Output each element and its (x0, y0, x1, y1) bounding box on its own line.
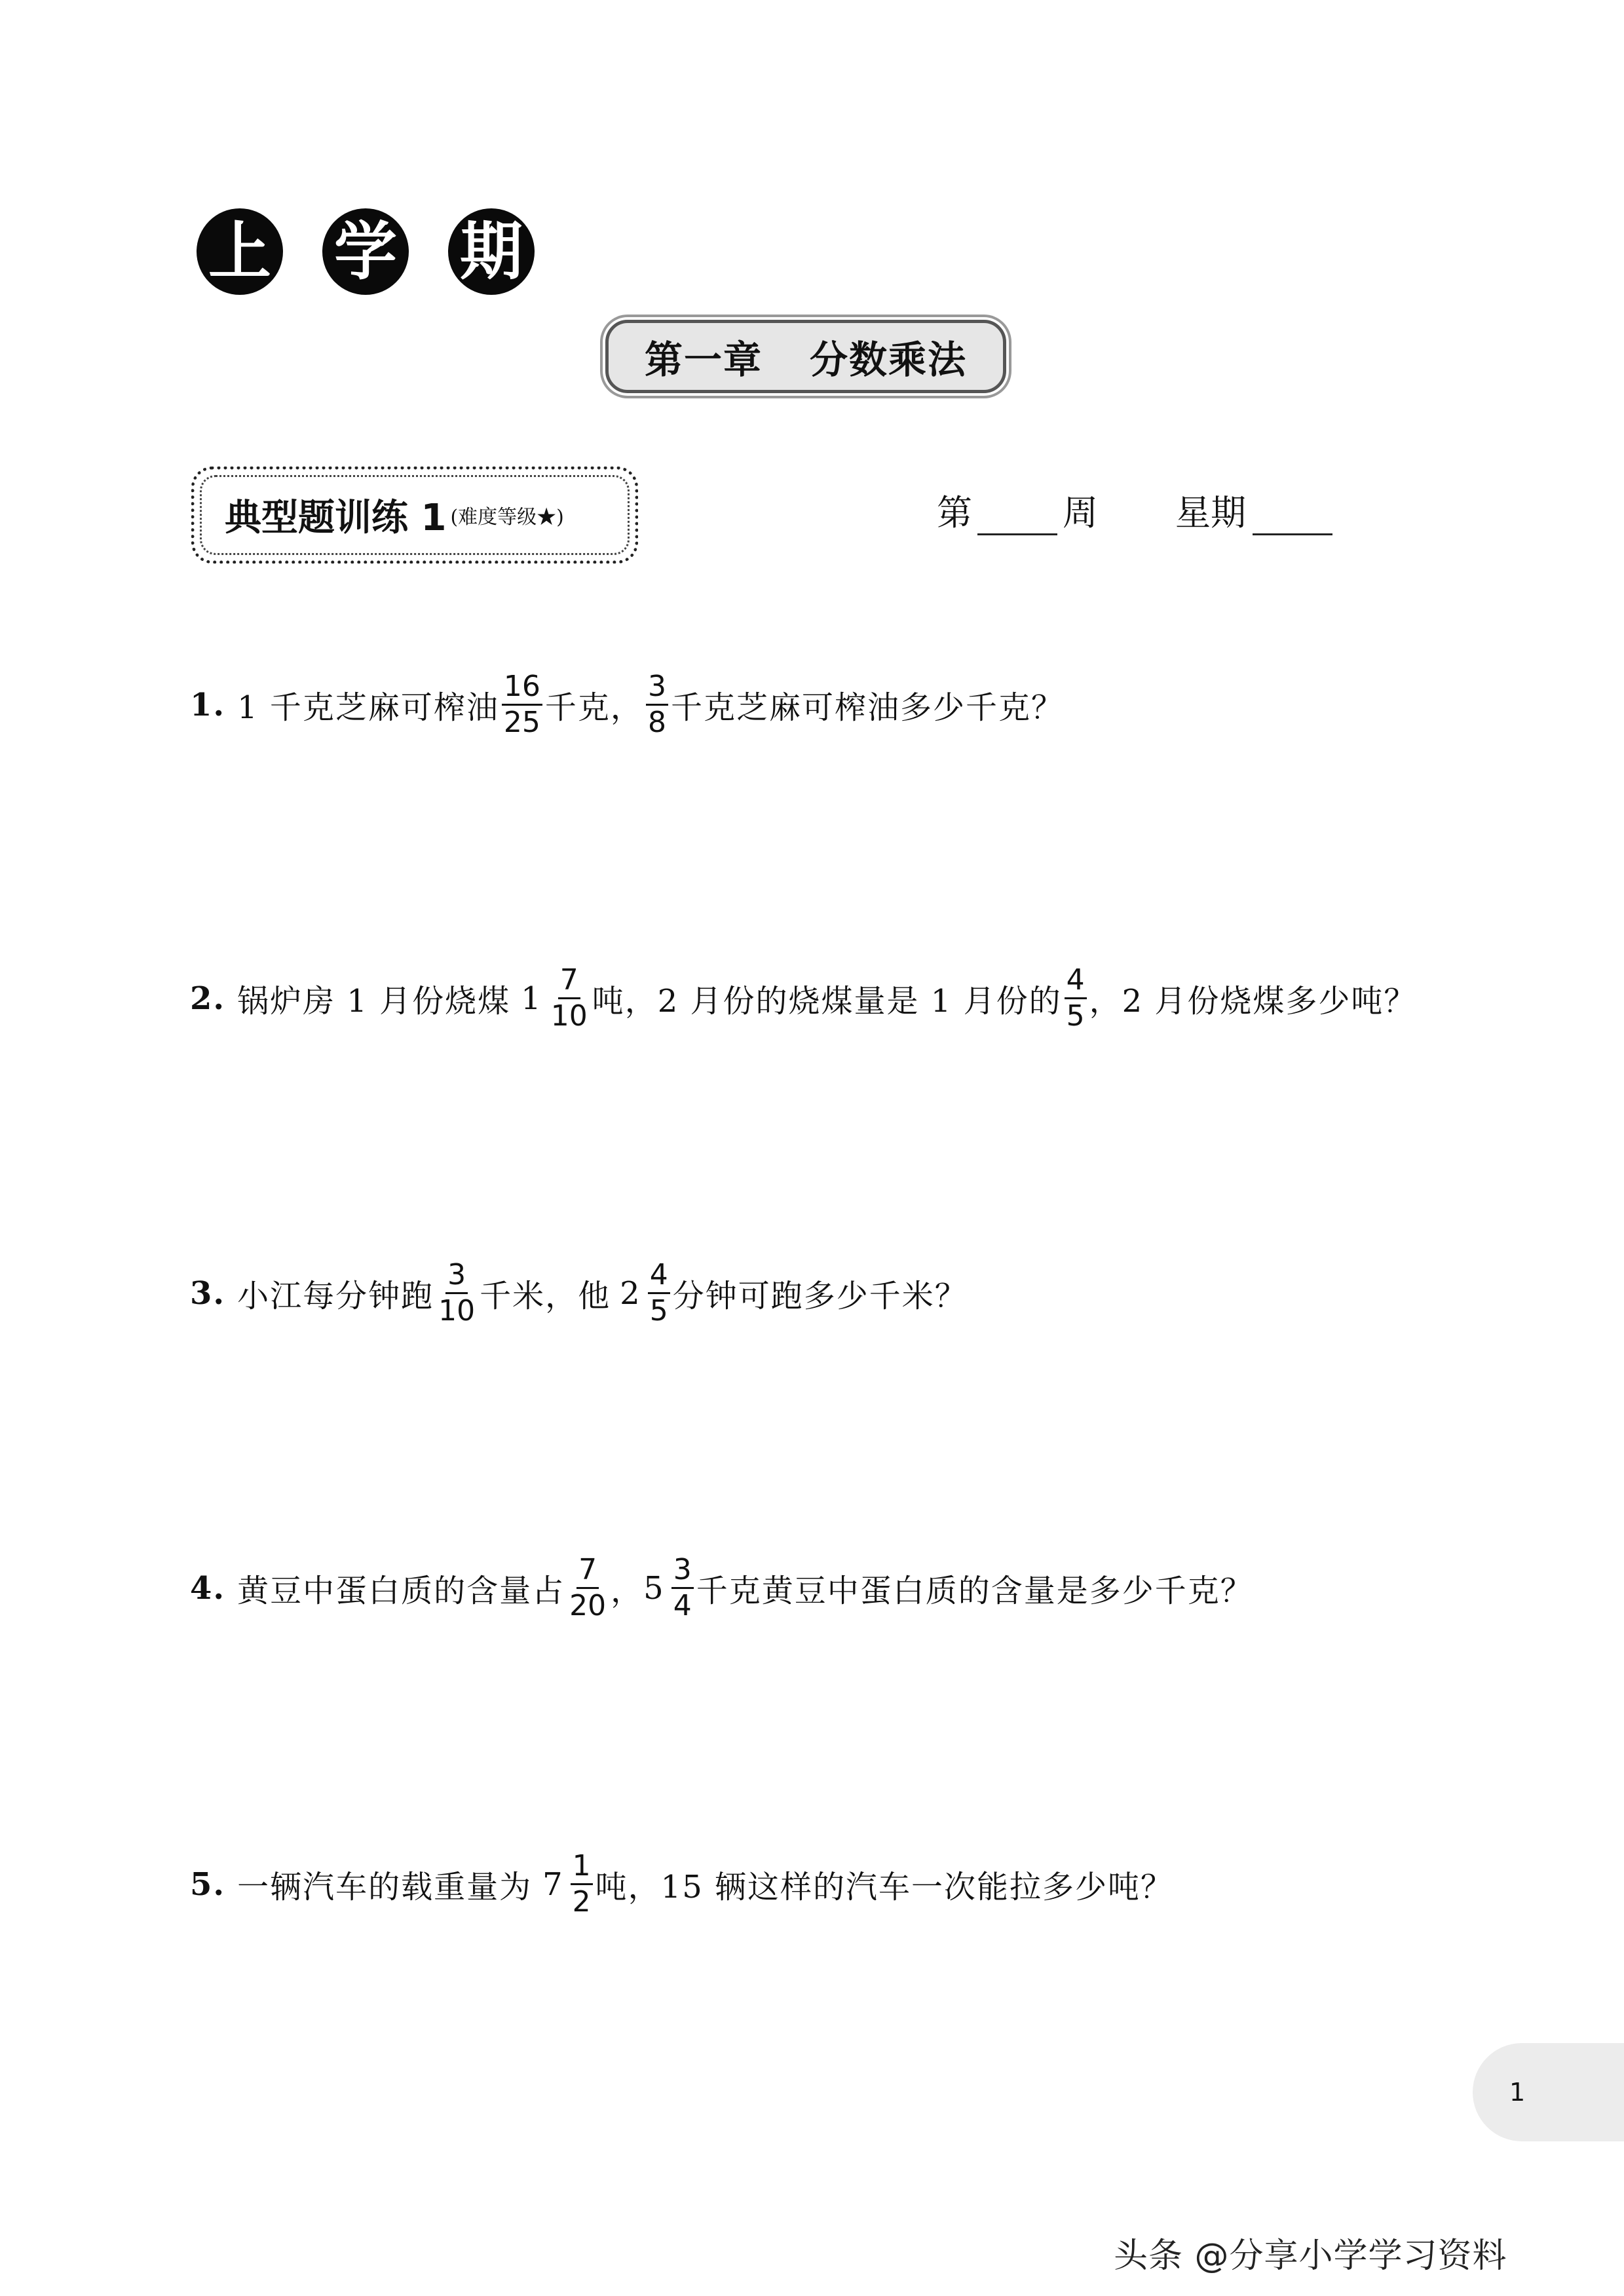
question-4 (190, 1553, 1253, 1622)
training-label (191, 467, 638, 564)
numerator: 3 (445, 1261, 468, 1294)
denominator: 2 (572, 1885, 591, 1919)
question-text: 1 千克芝麻可榨油 (237, 689, 499, 726)
difficulty-level: (难度等级★) (450, 506, 564, 529)
weekday-label: 星期 (1175, 492, 1246, 533)
training-title: 典型题训练 1 (225, 497, 447, 539)
question-text: 一辆汽车的载重量为 (237, 1869, 533, 1905)
question-text: 锅炉房 1 月份烧煤 (237, 983, 511, 1020)
week-blank[interactable] (977, 498, 1057, 535)
fraction (1065, 963, 1087, 1033)
question-text: 千克黄豆中蛋白质的含量是多少千克？ (696, 1573, 1253, 1609)
question-number: 2. (190, 980, 226, 1017)
page-number-tab (1473, 2043, 1624, 2141)
denominator: 20 (569, 1589, 607, 1622)
numerator: 3 (671, 1556, 694, 1589)
fraction (567, 1553, 608, 1622)
question-number: 4. (190, 1569, 226, 1607)
question-text: 千克芝麻可榨油多少千克？ (670, 689, 1064, 726)
denominator: 8 (647, 706, 666, 739)
question-number: 3. (190, 1274, 226, 1312)
question-text: 千克， (544, 689, 643, 726)
question-5 (190, 1849, 1174, 1919)
question-number: 1. (190, 686, 226, 723)
numerator: 1 (571, 1852, 593, 1885)
semester-heading (197, 208, 535, 295)
numerator: 4 (648, 1261, 670, 1294)
mixed-whole: 7 (542, 1866, 564, 1903)
numerator: 3 (646, 672, 668, 706)
mixed-whole: 1 (521, 980, 542, 1017)
question-text: ，2 月份烧煤多少吨？ (1089, 983, 1417, 1020)
fraction (571, 1849, 593, 1919)
semester-char: 上 (197, 208, 283, 295)
fraction (502, 672, 542, 737)
semester-char: 学 (322, 208, 409, 295)
semester-char: 期 (448, 208, 535, 295)
fraction (648, 1258, 670, 1328)
question-number: 5. (190, 1866, 226, 1903)
question-1 (190, 672, 1064, 737)
denominator: 10 (550, 999, 588, 1033)
numerator: 4 (1065, 966, 1087, 999)
question-text: 小江每分钟跑 (237, 1278, 434, 1314)
week-label: 周 (1063, 492, 1098, 533)
question-text: 分钟可跑多少千米？ (672, 1278, 968, 1314)
numerator: 7 (558, 966, 580, 999)
mixed-whole: 5 (643, 1569, 665, 1607)
question-3 (190, 1258, 968, 1328)
week-prefix: 第 (937, 492, 972, 533)
question-text: 吨，15 辆这样的汽车一次能拉多少吨？ (595, 1869, 1174, 1905)
schedule-line (937, 485, 1332, 535)
watermark: 头条 @分享小学学习资料 (1114, 2236, 1507, 2276)
fraction (436, 1258, 477, 1328)
question-text: 千米，他 (480, 1278, 611, 1314)
page-number: 1 (1509, 2078, 1526, 2107)
fraction (646, 672, 668, 737)
denominator: 25 (503, 706, 540, 739)
mixed-whole: 2 (620, 1274, 641, 1312)
denominator: 4 (673, 1589, 692, 1622)
denominator: 5 (649, 1294, 668, 1328)
fraction (671, 1553, 694, 1622)
denominator: 5 (1066, 999, 1085, 1033)
denominator: 10 (438, 1294, 476, 1328)
question-text: ， (611, 1573, 644, 1609)
question-text: 黄豆中蛋白质的含量占 (237, 1573, 565, 1609)
chapter-title (605, 320, 1006, 393)
numerator: 16 (502, 672, 542, 706)
fraction (549, 963, 590, 1033)
chapter-number: 第一章 (644, 337, 763, 382)
question-text: 吨，2 月份的烧煤量是 1 月份的 (592, 983, 1062, 1020)
question-2 (190, 963, 1417, 1033)
numerator: 7 (576, 1556, 599, 1589)
weekday-blank[interactable] (1253, 498, 1332, 535)
chapter-name: 分数乘法 (810, 337, 968, 382)
